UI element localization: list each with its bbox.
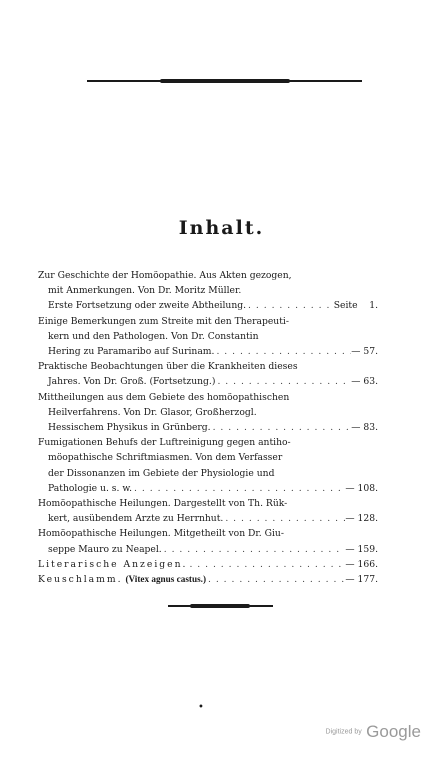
digitized-watermark [326,722,421,742]
toc-line: kert, ausübendem Arzte zu Herrnhut. [48,513,224,525]
toc-row [38,298,378,313]
table-of-contents [38,268,378,587]
page-number: — 128. [345,513,378,525]
toc-line: mit Anmerkungen. Von Dr. Moritz Müller. [48,285,242,297]
toc-line: Erste Fortsetzung oder zweite Abtheilung. [48,300,247,312]
toc-line: Hessischem Physikus in Grünberg. [48,422,211,434]
watermark-small-text: Digitized by [325,728,362,736]
toc-line: kern und den Pathologen. Von Dr. Constantin [48,330,259,342]
toc-entry-heilungen-mauro [38,526,378,556]
page-number [334,298,378,313]
toc-line: Homöopathische Heilungen. Mitgetheilt von Dr. Giu- [38,528,284,540]
bottom-rule-swell [190,604,250,608]
leader-dots [206,572,345,587]
bottom-mark: • [198,702,204,713]
toc-entry-beobachtungen [38,359,378,389]
page-label: Seite [333,300,358,312]
leader-dots [132,481,345,496]
top-rule-swell [160,79,290,83]
toc-row [38,420,378,435]
leader-dots [223,511,345,526]
page-number: — 57. [351,346,378,358]
toc-line [38,572,206,587]
page-value: 1. [369,300,378,312]
toc-line: Pathologie u. s. w. [48,482,133,494]
toc-entry-anzeigen [38,557,378,572]
toc-line: Einige Bemerkungen zum Streite mit den Therapeuti- [38,315,289,327]
toc-line: Zur Geschichte der Homöopathie. Aus Akten gezogen, [38,270,292,281]
toc-line: Jahres. Von Dr. Groß. (Fortsetzung.) [48,376,216,388]
keuschlamm-label: Keuschlamm. [38,574,123,586]
leader-dots [187,557,345,572]
toc-entry-bemerkungen [38,314,378,360]
leader-dots [211,420,352,435]
leader-dots [215,374,351,389]
page-number: — 159. [345,543,378,555]
page-number: — 166. [345,558,378,570]
toc-row [38,572,378,587]
toc-line: seppe Mauro zu Neapel. [48,543,162,555]
toc-line: Hering zu Paramaribo auf Surinam. [48,346,215,358]
toc-line: der Dissonanzen im Gebiete der Physiologie und [48,467,275,479]
page-number: — 108. [345,482,378,494]
page-number: — 83. [351,422,378,434]
toc-row [38,344,378,359]
toc-line: möopathische Schriftmiasmen. Von dem Verfasser [48,452,283,464]
toc-entry-mittheilungen [38,390,378,436]
leader-dots [162,542,346,557]
watermark-logo-text: Google [366,722,421,741]
leader-dots [246,298,334,313]
toc-entry-keuschlamm [38,572,378,587]
latin-name: (Vitex agnus castus.) [125,574,206,585]
toc-line: Heilverfahrens. Von Dr. Glasor, Großherzogl. [48,406,257,418]
toc-line: Homöopathische Heilungen. Dargestellt von Th. Rük- [38,498,288,510]
toc-row [38,511,378,526]
toc-line: Praktische Beobachtungen über die Krankheiten dieses [38,361,298,373]
toc-line: Mittheilungen aus dem Gebiete des homöopathischen [38,391,290,403]
toc-entry-geschichte [38,268,378,314]
toc-row [38,542,378,557]
leader-dots [214,344,351,359]
toc-entry-fumigationen [38,435,378,496]
toc-row [38,557,378,572]
toc-entry-heilungen-ruekert [38,496,378,526]
toc-line: Literarische Anzeigen. [38,558,188,570]
toc-line: Fumigationen Behufs der Luftreinigung gegen antiho- [38,437,291,449]
page-number: — 63. [351,376,378,388]
page-title: Inhalt. [178,217,265,239]
toc-row [38,374,378,389]
page-number: — 177. [345,574,378,586]
toc-row [38,481,378,496]
